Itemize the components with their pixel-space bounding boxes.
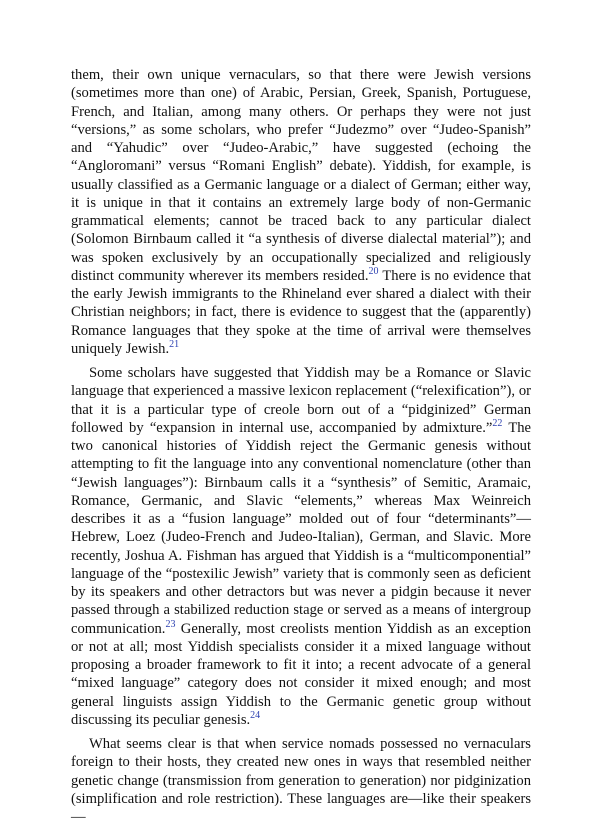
paragraph-2 bbox=[71, 364, 531, 729]
paragraph-text: them, their own unique vernaculars, so that there were Jewish versions (sometimes more than one) of Arabic, Persian, Greek, Spanish, Portuguese, French, and Italian, among many others. Or perhaps they were not just “versions,” as some scholars, who prefer “Judezmo” over “Judeo-Spanish” and “Yahudic” over “Judeo-Arabic,” have suggested (echoing the “Angloromani” versus “Romani English” debate). Yiddish, for example, is usually classified as a Germanic language or a dialect of German; either way, it is unique in that it contains an extremely large body of non-Germanic grammatical elements; cannot be traced back to any particular dialect (Solomon Birnbaum called it “a synthesis of diverse dialectal material”); and was spoken exclusively by an occupationally specialized and religiously distinct community wherever its members resided. bbox=[71, 67, 531, 284]
footnote-ref-22[interactable]: 22 bbox=[492, 417, 503, 429]
footnote-ref-20[interactable]: 20 bbox=[368, 265, 379, 277]
paragraph-3 bbox=[71, 735, 531, 826]
footnote-ref-24[interactable]: 24 bbox=[250, 709, 261, 721]
footnote-ref-21[interactable]: 21 bbox=[169, 338, 180, 350]
paragraph-text: What seems clear is that when service nomads possessed no vernaculars foreign to their hosts, they created new ones in ways that resembled neither genetic change (transmission from generation to generation) nor pidginization (simplification and role restriction). These languages are—like their speakers— bbox=[71, 736, 531, 825]
paragraph-text: There is no evidence that the early Jewish immigrants to the Rhineland ever shared a dialect with their Christian neighbors; in fact, there is evidence to suggest that the (apparently) Romance languages that they spoke at the time of arrival were themselves uniquely Jewish. bbox=[71, 267, 531, 357]
paragraph-text: Generally, most creolists mention Yiddish as an exception or not at all; most Yiddish specialists consider it a mixed language without proposing a broader framework to fit it into; a recent advocate of a general “mixed language” category does not consider it mixed enough; and most general linguists assign Yiddish to the Germanic genetic group without discussing its peculiar genesis. bbox=[71, 620, 531, 728]
paragraph-1 bbox=[71, 66, 531, 358]
footnote-ref-23[interactable]: 23 bbox=[165, 618, 176, 630]
document-page bbox=[71, 66, 531, 826]
paragraph-text: Some scholars have suggested that Yiddish may be a Romance or Slavic language that experienced a massive lexicon replacement (“relexification”), or that it is a particular type of creole born out of a “pidginized” German followed by “expansion in internal use, accompanied by admixture.” bbox=[71, 365, 531, 436]
paragraph-text: The two canonical histories of Yiddish reject the Germanic genesis without attempting to fit the language into any conventional nomenclature (other than “Jewish languages”): Birnbaum calls it a “synthesis” of Semitic, Aramaic, Romance, Germanic, and Slavic “elements,” whereas Max Weinreich describes it as a “fusion language” molded out of four “determinants”—Hebrew, Loez (Judeo-French and Judeo-Italian), German, and Slavic. More recently, Joshua A. Fishman has argued that Yiddish is a “multicomponential” language of the “postexilic Jewish” variety that is commonly seen as deficient by its speakers and other detractors but was never a pidgin because it never passed through a stabilized reduction stage or served as a means of intergroup communication. bbox=[71, 419, 532, 637]
